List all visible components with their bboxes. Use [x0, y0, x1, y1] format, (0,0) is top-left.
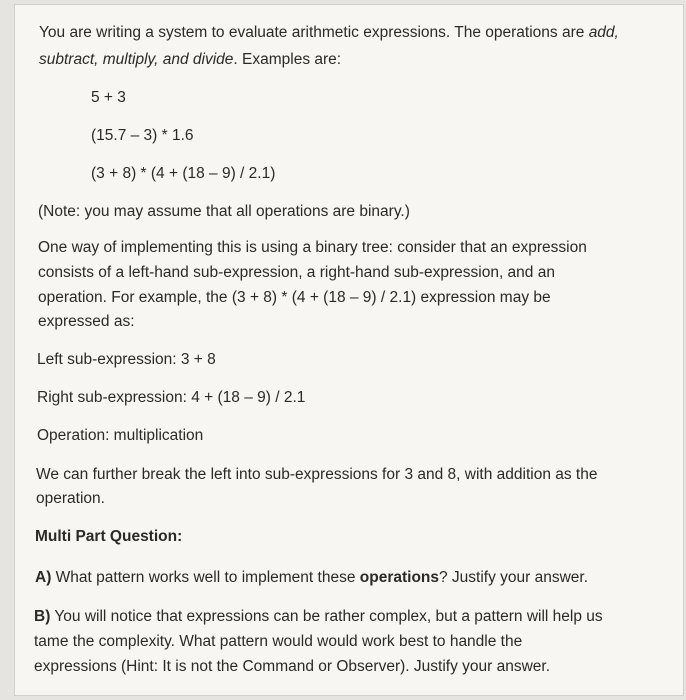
intro-text: . Examples are: — [233, 51, 342, 68]
left-subexpression: Left sub-expression: 3 + 8 — [37, 351, 216, 368]
question-a-text: ? Justify your answer. — [439, 569, 589, 586]
right-subexpression: Right sub-expression: 4 + (18 – 9) / 2.1 — [37, 389, 306, 406]
intro-emphasis: add, — [588, 24, 619, 41]
question-b-line-2: tame the complexity. What pattern would would work best to handle the — [34, 633, 523, 650]
intro-line-2 — [39, 50, 341, 70]
question-a-bold: operations — [359, 569, 439, 586]
example-3: (3 + 8) * (4 + (18 – 9) / 2.1) — [91, 165, 276, 182]
question-b-text: You will notice that expressions can be rather complex, but a pattern will help us — [50, 608, 603, 625]
example-1: 5 + 3 — [91, 89, 126, 106]
further-line-1: We can further break the left into sub-expressions for 3 and 8, with addition as the — [36, 466, 598, 483]
question-a-label: A) — [35, 569, 52, 586]
question-b-line-1 — [34, 607, 603, 627]
intro-emphasis: subtract, multiply, and divide — [39, 51, 234, 68]
operation-line: Operation: multiplication — [37, 427, 204, 444]
document-page — [14, 4, 684, 696]
intro-line-1 — [39, 23, 619, 43]
question-a-text: What pattern works well to implement these — [51, 569, 360, 586]
paragraph-line-1: One way of implementing this is using a binary tree: consider that an expression — [38, 239, 587, 256]
question-b-label: B) — [34, 608, 51, 625]
example-2: (15.7 – 3) * 1.6 — [91, 127, 194, 144]
paragraph-line-2: consists of a left-hand sub-expression, a right-hand sub-expression, and an — [38, 264, 555, 281]
intro-text: You are writing a system to evaluate arithmetic expressions. The operations are — [39, 24, 589, 41]
multi-part-heading: Multi Part Question: — [35, 528, 183, 545]
paragraph-line-3: operation. For example, the (3 + 8) * (4 + (18 – 9) / 2.1) expression may be — [38, 289, 551, 306]
paragraph-line-4: expressed as: — [38, 313, 135, 330]
note: (Note: you may assume that all operations are binary.) — [38, 203, 410, 220]
question-a — [35, 568, 588, 588]
further-line-2: operation. — [36, 490, 105, 507]
question-b-line-3: expressions (Hint: It is not the Command or Observer). Justify your answer. — [34, 658, 550, 675]
